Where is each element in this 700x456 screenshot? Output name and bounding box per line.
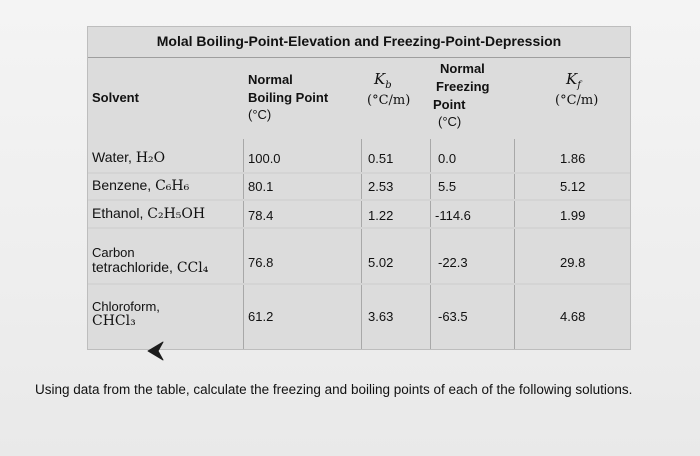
column-divider (243, 139, 244, 349)
header-kb (374, 72, 392, 93)
kb-subscript: b (385, 80, 392, 91)
solvent-name: Chloroform, (92, 299, 160, 314)
table-row (92, 150, 165, 166)
question-text: Using data from the table, calculate the freezing and boiling points of each of the following solutions. (35, 382, 633, 397)
solvent-formula: H₂O (135, 150, 166, 166)
boiling-point-value: 61.2 (248, 309, 274, 324)
table-row (92, 178, 189, 194)
boiling-point-value: 100.0 (248, 151, 281, 166)
row-separator (88, 172, 630, 174)
kb-value: 3.63 (368, 309, 394, 324)
header-freezing-line3: Point (433, 97, 466, 112)
kb-symbol: K (374, 70, 386, 88)
header-freezing-line1: Normal (440, 61, 485, 76)
header-boiling-line2: Boiling Point (248, 90, 329, 105)
row-separator (88, 283, 630, 285)
header-freezing-line2: Freezing (436, 79, 490, 94)
title-divider (88, 57, 630, 58)
kf-subscript: f (577, 80, 581, 91)
header-boiling-line1: Normal (248, 72, 293, 87)
row-separator (88, 227, 630, 229)
kf-value: 4.68 (560, 309, 586, 324)
solvent-name: Benzene, (92, 177, 152, 193)
freezing-point-value: -63.5 (438, 309, 468, 324)
header-boiling-line3: (°C) (248, 107, 272, 122)
freezing-point-value: 0.0 (438, 151, 457, 166)
kf-value: 1.99 (560, 208, 586, 223)
table-row (92, 206, 205, 222)
header-kf-units: (°C/m) (555, 93, 599, 108)
column-divider (514, 139, 515, 349)
table-row (92, 299, 160, 329)
kf-value: 29.8 (560, 255, 586, 270)
kf-value: 5.12 (560, 179, 586, 194)
solvent-name-line1: Carbon (92, 245, 135, 260)
solvent-name-line2 (92, 260, 208, 276)
solvent-formula: CHCl₃ (92, 313, 136, 329)
solvent-name: Ethanol, (92, 205, 144, 221)
solvent-name: Water, (92, 149, 132, 165)
freezing-point-value: -22.3 (438, 255, 468, 270)
solvent-name: tetrachloride, (92, 259, 173, 275)
solvent-formula: CCl₄ (176, 260, 209, 276)
kb-value: 1.22 (368, 208, 394, 223)
header-freezing-line4: (°C) (438, 114, 462, 129)
column-divider (361, 139, 362, 349)
table-row (92, 245, 208, 276)
freezing-point-value: 5.5 (438, 179, 457, 194)
row-separator (88, 199, 630, 201)
header-solvent: Solvent (92, 90, 139, 105)
freezing-point-value: -114.6 (435, 208, 471, 223)
column-divider (430, 139, 431, 349)
header-kb-units: (°C/m) (367, 93, 411, 108)
solvent-formula: C₂H₅OH (147, 206, 206, 222)
header-kf (566, 72, 581, 93)
boiling-point-value: 76.8 (248, 255, 274, 270)
kb-value: 0.51 (368, 151, 394, 166)
kb-value: 5.02 (368, 255, 394, 270)
table-title: Molal Boiling-Point-Elevation and Freezing-Point-Depression (156, 33, 562, 49)
boiling-point-value: 80.1 (248, 179, 274, 194)
kf-value: 1.86 (560, 151, 586, 166)
boiling-point-value: 78.4 (248, 208, 274, 223)
solvent-formula: C₆H₆ (155, 178, 190, 194)
solvent-data-table (87, 26, 631, 350)
kf-symbol: K (566, 70, 578, 88)
kb-value: 2.53 (368, 179, 394, 194)
